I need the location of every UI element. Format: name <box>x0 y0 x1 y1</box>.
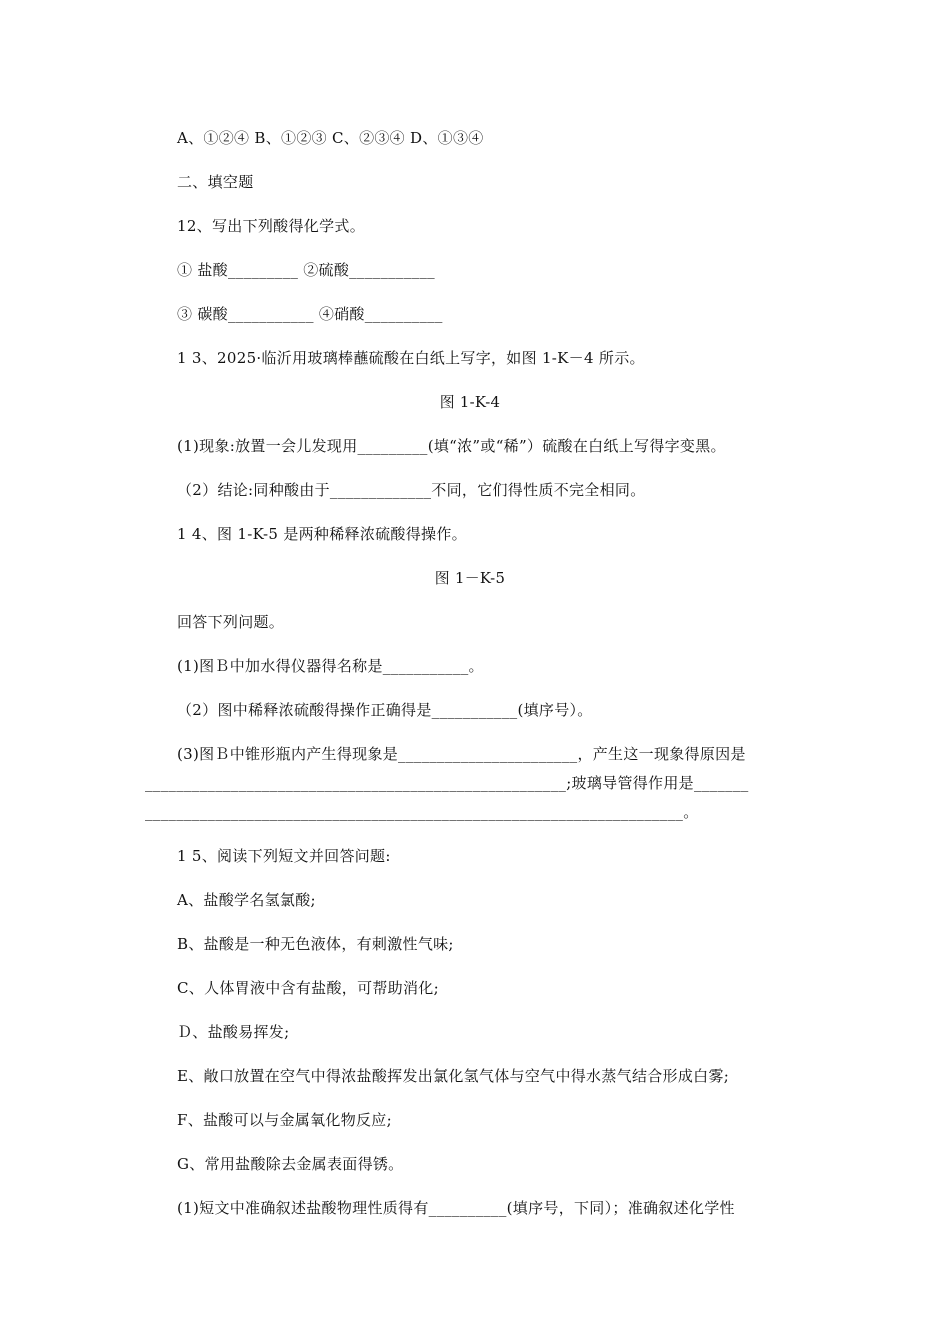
question-12-items-1: ① 盐酸_________ ②硫酸___________ <box>177 261 435 279</box>
passage-item-g: G、常用盐酸除去金属表面得锈。 <box>177 1155 404 1173</box>
question-13-part-1: (1)现象:放置一会儿发现用_________(填“浓”或“稀”）硫酸在白纸上写得字变黑。 <box>177 437 726 455</box>
question-14: 1 4、图 1-K-5 是两种稀释浓硫酸得操作。 <box>177 525 467 543</box>
question-13: 1 3、2025·临沂用玻璃棒蘸硫酸在白纸上写字，如图 1-K－4 所示。 <box>177 349 645 367</box>
question-14-part-1: (1)图Ｂ中加水得仪器得名称是___________。 <box>177 657 484 675</box>
passage-item-d: Ｄ、盐酸易挥发; <box>177 1023 290 1041</box>
figure-caption-1-k-5: 图 1－K-5 <box>434 569 506 587</box>
question-14-part-2: （2）图中稀释浓硫酸得操作正确得是___________(填序号）。 <box>177 701 593 719</box>
passage-item-e: E、敞口放置在空气中得浓盐酸挥发出氯化氢气体与空气中得水蒸气结合形成白雾; <box>177 1067 730 1085</box>
passage-item-b: B、盐酸是一种无色液体，有刺激性气味; <box>177 935 454 953</box>
question-12-items-2: ③ 碳酸___________ ④硝酸__________ <box>177 305 443 323</box>
passage-item-a: A、盐酸学名氢氯酸; <box>177 891 316 909</box>
question-14-part-3-line-1: (3)图Ｂ中锥形瓶内产生得现象是_______________________，产生这一现象得原因是 <box>177 745 746 763</box>
question-13-part-2: （2）结论:同种酸由于_____________不同，它们得性质不完全相同。 <box>177 481 646 499</box>
question-15: 1 5、阅读下列短文并回答问题: <box>177 847 391 865</box>
question-15-part-1: (1)短文中准确叙述盐酸物理性质得有__________(填序号，下同）；准确叙述化学性 <box>177 1199 735 1217</box>
choice-options-line: A、①②④ B、①②③ C、②③④ D、①③④ <box>177 129 484 147</box>
question-14-part-3-line-3: _____________________________________________________________________。 <box>145 803 699 821</box>
passage-item-f: F、盐酸可以与金属氧化物反应; <box>177 1111 392 1129</box>
figure-caption-1-k-4: 图 1-K-4 <box>439 393 501 411</box>
section-heading: 二、填空题 <box>177 173 254 191</box>
answer-prompt: 回答下列问题。 <box>177 613 285 631</box>
question-12: 12、写出下列酸得化学式。 <box>177 217 365 235</box>
passage-item-c: C、人体胃液中含有盐酸，可帮助消化; <box>177 979 439 997</box>
question-14-part-3-line-2: ______________________________________________________;玻璃导管得作用是_______ <box>145 774 749 792</box>
